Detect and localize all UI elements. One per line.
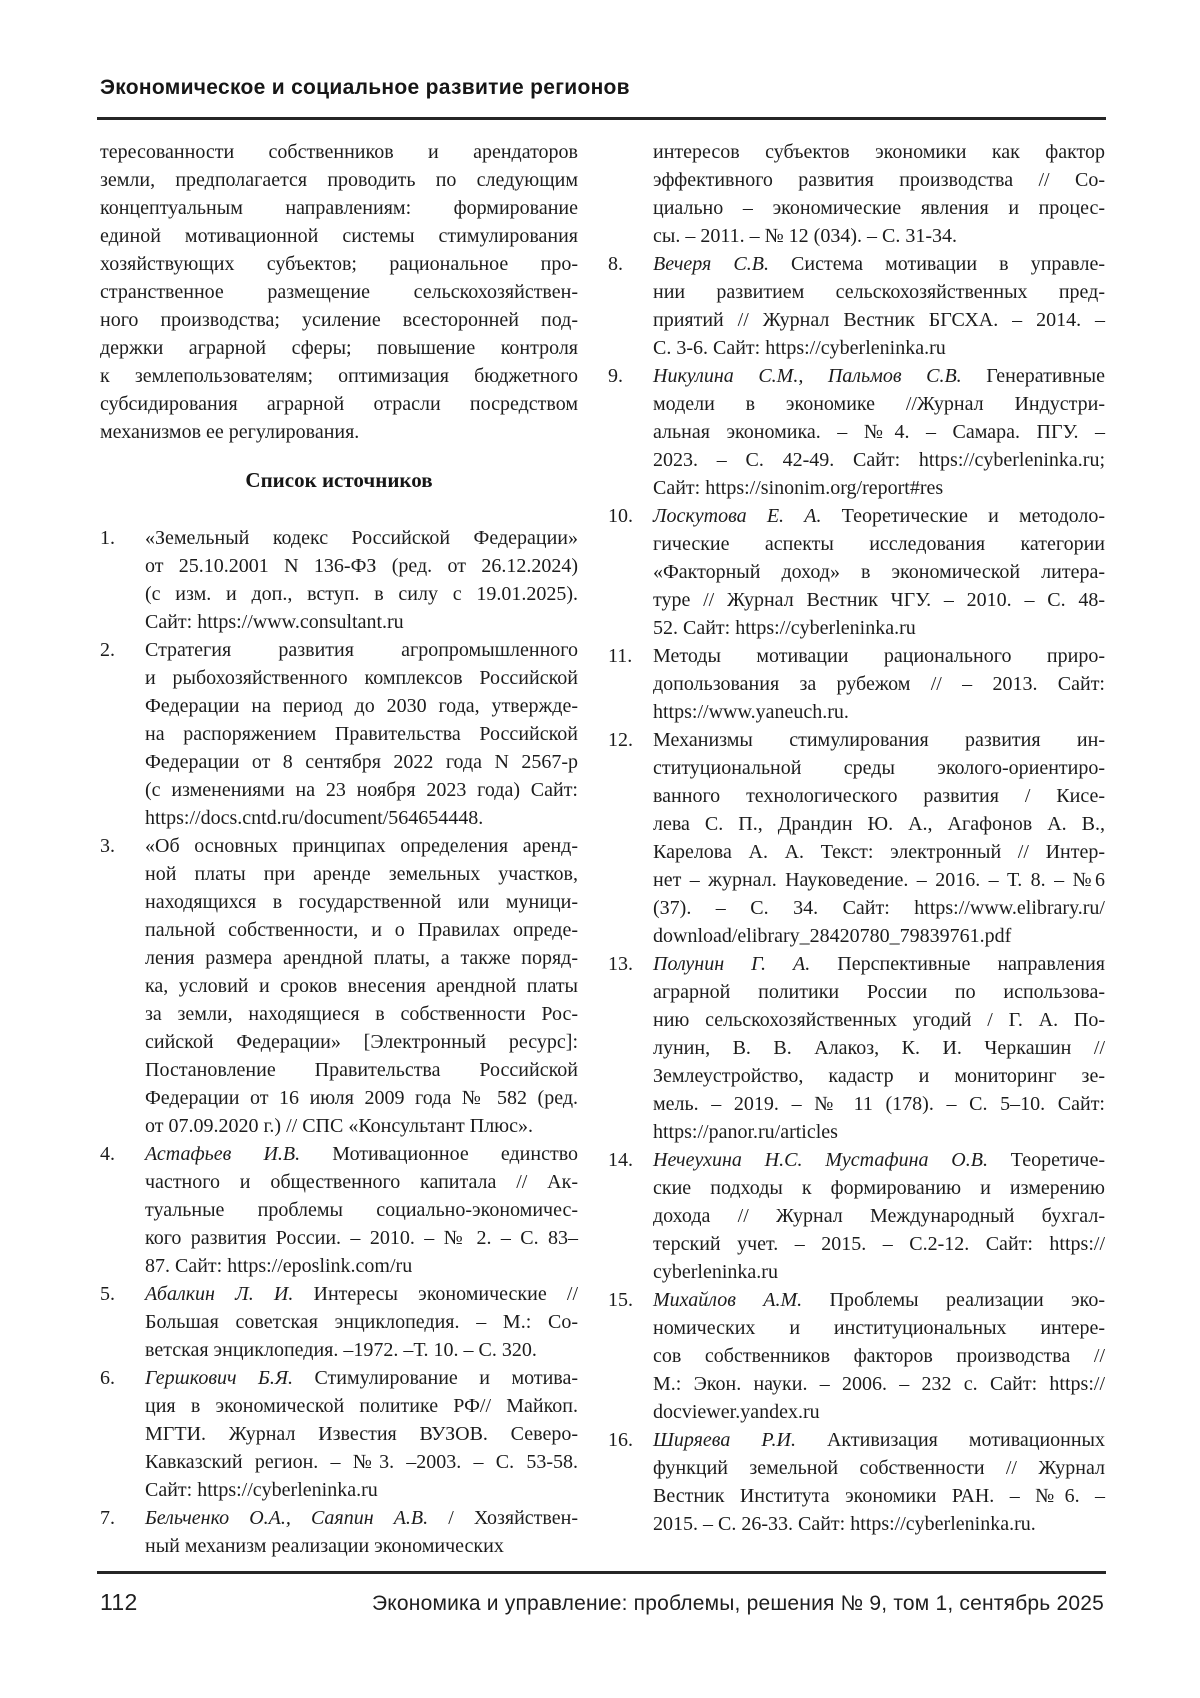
intro-paragraph [100, 138, 578, 446]
text-line: Сайт: https://sinonim.org/report#res [653, 477, 944, 499]
text-line: 2015. – С. 26-33. Сайт: https://cyberleninka.ru. [653, 1513, 1036, 1535]
text-line: кого развития России. – 2010. – № 2. – С. 83– [145, 1227, 578, 1249]
text-line: С. 3-6. Сайт: https://cyberleninka.ru [653, 337, 946, 359]
text-line: сов собственников факторов производства // [653, 1345, 1105, 1367]
carryover-paragraph [608, 138, 1105, 250]
text-line: нию сельскохозяйственных угодий / Г. А. По- [653, 1009, 1105, 1031]
text-line: эффективного развития производства // Со- [653, 169, 1105, 191]
page-footer [100, 1589, 1104, 1616]
reference-number: 11. [608, 645, 633, 667]
text-line: альная экономика. – №4. – Самара. ПГУ. – [653, 421, 1105, 443]
text-line: ституциональной среды эколого-ориентиро- [653, 757, 1105, 779]
text-line: Стратегия развития агропромышленного [145, 639, 578, 661]
text-line: Механизмы стимулирования развития ин- [653, 729, 1105, 751]
text-line: держки аграрной сферы; повышение контроля [100, 337, 578, 359]
text-line: 87. Сайт: https://eposlink.com/ru [145, 1255, 413, 1277]
running-head-title: Экономическое и социальное развитие регионов [100, 76, 630, 99]
text-line: Федерации от 8 сентября 2022 года N 2567-р [145, 751, 578, 773]
text-line: ной платы при аренде земельных участков, [145, 863, 578, 885]
journal-footer-line: Экономика и управление: проблемы, решения № 9, том 1, сентябрь 2025 [371, 1592, 1104, 1615]
reference-item [608, 250, 1105, 362]
reference-number: 6. [100, 1367, 115, 1389]
reference-number: 15. [608, 1289, 633, 1311]
text-line: ские подходы к формированию и измерению [653, 1177, 1105, 1199]
author-name-italic: Гершкович Б.Я. [145, 1367, 315, 1389]
page-content [100, 138, 1105, 1560]
reference-number: 7. [100, 1507, 115, 1529]
reference-item [100, 1504, 578, 1560]
text-line: Лоскутова Е. А. Теоретические и методоло- [653, 505, 1106, 527]
reference-item [608, 642, 1105, 726]
author-name-italic: Абалкин Л. И. [145, 1283, 314, 1305]
reference-list-left [100, 524, 578, 1560]
reference-number: 4. [100, 1143, 115, 1165]
text-line: циально – экономические явления и процес- [653, 197, 1105, 219]
text-line: Постановление Правительства Российской [145, 1059, 578, 1081]
text-line: единой мотивационной системы стимулирования [100, 225, 578, 247]
reference-number: 9. [608, 365, 623, 387]
reference-number: 3. [100, 835, 115, 857]
reference-item [100, 832, 578, 1140]
text-line: хозяйствующих субъектов; рациональное про- [100, 253, 578, 275]
text-line: гические аспекты исследования категории [653, 533, 1105, 555]
reference-number: 12. [608, 729, 633, 751]
reference-item [100, 636, 578, 832]
text-line: ного производства; усиление всесторонней под- [100, 309, 578, 331]
text-line: (с изм. и доп., вступ. в силу с 19.01.2025). [145, 583, 578, 605]
text-line: номических и институциональных интере- [653, 1317, 1105, 1339]
reference-number: 10. [608, 505, 633, 527]
text-line: Вечеря С.В. Система мотивации в управле- [653, 253, 1106, 275]
text-line: download/elibrary_28420780_79839761.pdf [653, 925, 1012, 947]
text-line: 2023. – С. 42-49. Сайт: https://cyberleninka.ru; [653, 449, 1105, 471]
text-line: https://docs.cntd.ru/document/564654448. [145, 807, 484, 829]
text-line: нии развитием сельскохозяйственных пред- [653, 281, 1105, 303]
author-name-italic: Ширяева Р.И. [653, 1429, 827, 1451]
text-line: допользования за рубежом // – 2013. Сайт: [653, 673, 1105, 695]
text-line: Ширяева Р.И. Активизация мотивационных [653, 1429, 1105, 1451]
text-line: Методы мотивации рационального приро- [653, 645, 1105, 667]
author-name-italic: Лоскутова Е. А. [653, 505, 842, 527]
reference-item [100, 524, 578, 636]
reference-number: 16. [608, 1429, 633, 1451]
text-line: приятий // Журнал Вестник БГСХА. – 2014. – [653, 309, 1105, 331]
text-line: интересов субъектов экономики как фактор [653, 141, 1105, 163]
text-line: Большая советская энциклопедия. – М.: Со- [145, 1311, 578, 1333]
left-column [100, 138, 578, 1560]
text-line: «Об основных принципах определения аренд- [145, 835, 578, 857]
text-line: ка, условий и сроков внесения арендной платы [145, 975, 578, 997]
text-line: к землепользователям; оптимизация бюджетного [100, 365, 578, 387]
text-line: лунин, В. В. Алакоз, К. И. Черкашин // [653, 1037, 1105, 1059]
text-line: модели в экономике //Журнал Индустри- [653, 393, 1105, 415]
text-line: docviewer.yandex.ru [653, 1401, 820, 1423]
text-line: Федерации на период до 2030 года, утвержде- [145, 695, 578, 717]
reference-item [608, 726, 1105, 950]
text-line: сийской Федерации» [Электронный ресурс]: [145, 1031, 578, 1053]
text-line: туре // Журнал Вестник ЧГУ. – 2010. – С. 48- [653, 589, 1105, 611]
text-line: за земли, находящиеся в собственности Рос- [145, 1003, 578, 1025]
text-line: ный механизм реализации экономических [145, 1535, 504, 1557]
reference-item [608, 950, 1105, 1146]
text-line: (37). – С. 34. Сайт: https://www.elibrary.ru/ [653, 897, 1105, 919]
reference-number: 13. [608, 953, 633, 975]
text-line: cyberleninka.ru [653, 1261, 778, 1283]
text-line: от 25.10.2001 N 136-ФЗ (ред. от 26.12.2024) [145, 555, 578, 577]
text-line: ления размера арендной платы, а также поряд- [145, 947, 578, 969]
author-name-italic: Михайлов А.М. [653, 1289, 830, 1311]
text-line: концептуальным направлениям: формирование [100, 197, 578, 219]
text-line: Нечеухина Н.С. Мустафина О.В. Теоретиче- [653, 1149, 1105, 1171]
author-name-italic: Нечеухина Н.С. Мустафина О.В. [653, 1149, 1011, 1171]
reference-item [100, 1280, 578, 1364]
reference-item [608, 362, 1105, 502]
reference-number: 14. [608, 1149, 633, 1171]
reference-item [608, 1426, 1105, 1538]
text-line: субсидирования аграрной отрасли посредством [100, 393, 578, 415]
reference-item [608, 502, 1105, 642]
reference-number: 2. [100, 639, 115, 661]
text-line: нет – журнал. Науковедение. – 2016. – Т. 8. – №6 [653, 869, 1105, 891]
reference-number: 8. [608, 253, 623, 275]
text-line: дохода // Журнал Международный бухгал- [653, 1205, 1105, 1227]
text-line: функций земельной собственности // Журнал [653, 1457, 1105, 1479]
text-line: аграрной политики России по использова- [653, 981, 1105, 1003]
text-line: Вестник Института экономики РАН. – №6. – [653, 1485, 1105, 1507]
text-line: https://panor.ru/articles [653, 1121, 838, 1143]
text-line: Абалкин Л. И. Интересы экономические // [145, 1283, 578, 1305]
text-line: https://www.yaneuch.ru. [653, 701, 849, 723]
text-line: Кавказский регион. – №3. –2003. – С. 53-58. [145, 1451, 578, 1473]
text-line: Сайт: https://www.consultant.ru [145, 611, 404, 633]
text-line: М.: Экон. науки. – 2006. – 232 с. Сайт: https:// [653, 1373, 1105, 1395]
text-line: терский учет. – 2015. – С.2-12. Сайт: https:// [653, 1233, 1105, 1255]
text-line: пальной собственности, и о Правилах опреде- [145, 919, 578, 941]
text-line: ция в экономической политике РФ// Майкоп. [145, 1395, 578, 1417]
text-line: мель. – 2019. – № 11 (178). – С. 5–10. Сайт: [653, 1093, 1105, 1115]
text-line: Полунин Г. А. Перспективные направления [653, 953, 1105, 975]
references-heading: Список источников [245, 468, 433, 492]
reference-number: 5. [100, 1283, 115, 1305]
text-line: Астафьев И.В. Мотивационное единство [145, 1143, 578, 1165]
text-line: сы. – 2011. – № 12 (034). – С. 31-34. [653, 225, 957, 247]
text-line: Бельченко О.А., Саяпин А.В. / Хозяйствен- [145, 1507, 578, 1529]
text-line: Гершкович Б.Я. Стимулирование и мотива- [145, 1367, 578, 1389]
text-line: и рыбохозяйственного комплексов Российской [145, 667, 578, 689]
author-name-italic: Бельченко О.А., Саяпин А.В. [145, 1507, 449, 1529]
reference-number: 1. [100, 527, 115, 549]
author-name-italic: Астафьев И.В. [145, 1143, 333, 1165]
text-line: на распоряжением Правительства Российской [145, 723, 578, 745]
text-line: тересованности собственников и арендаторов [100, 141, 578, 163]
text-line: ванного технологического развития / Кисе- [653, 785, 1105, 807]
text-line: МГТИ. Журнал Известия ВУЗОВ. Северо- [145, 1423, 578, 1445]
text-line: (с изменениями на 23 ноября 2023 года) Сайт: [145, 779, 578, 801]
text-line: Землеустройство, кадастр и мониторинг зе- [653, 1065, 1105, 1087]
page-number: 112 [100, 1589, 138, 1615]
author-name-italic: Вечеря С.В. [653, 253, 792, 275]
reference-item [100, 1140, 578, 1280]
footer-rule [97, 1571, 1106, 1574]
text-line: Сайт: https://cyberleninka.ru [145, 1479, 378, 1501]
text-line: лева С. П., Драндин Ю. А., Агафонов А. В., [653, 813, 1105, 835]
text-line: Федерации от 16 июля 2009 года № 582 (ред. [145, 1087, 578, 1109]
text-line: механизмов ее регулирования. [100, 421, 360, 443]
text-line: земли, предполагается проводить по следующим [100, 169, 578, 191]
text-line: «Земельный кодекс Российской Федерации» [145, 527, 578, 549]
author-name-italic: Полунин Г. А. [653, 953, 838, 975]
right-column [608, 138, 1105, 1560]
text-line: находящихся в государственной или муници- [145, 891, 578, 913]
text-line: «Факторный доход» в экономической литера- [653, 561, 1105, 583]
reference-item [100, 1364, 578, 1504]
text-line: ветская энциклопедия. –1972. –Т. 10. – С. 320. [145, 1339, 537, 1361]
reference-item [608, 1146, 1105, 1286]
author-name-italic: Никулина С.М., Пальмов С.В. [653, 365, 987, 387]
text-line: от 07.09.2020 г.) // СПС «Консультант Плюс». [145, 1115, 533, 1137]
reference-item [608, 1286, 1105, 1426]
text-line: туальные проблемы социально-экономичес- [145, 1199, 578, 1221]
text-line: Карелова А. А. Текст: электронный // Интер- [653, 841, 1105, 863]
text-line: 52. Сайт: https://cyberleninka.ru [653, 617, 916, 639]
reference-list-right [608, 250, 1105, 1538]
text-line: Никулина С.М., Пальмов С.В. Генеративные [653, 365, 1105, 387]
header-rule [97, 117, 1106, 120]
text-line: частного и общественного капитала // Ак- [145, 1171, 578, 1193]
text-line: странственное размещение сельскохозяйствен- [100, 281, 578, 303]
text-line: Михайлов А.М. Проблемы реализации эко- [653, 1289, 1105, 1311]
